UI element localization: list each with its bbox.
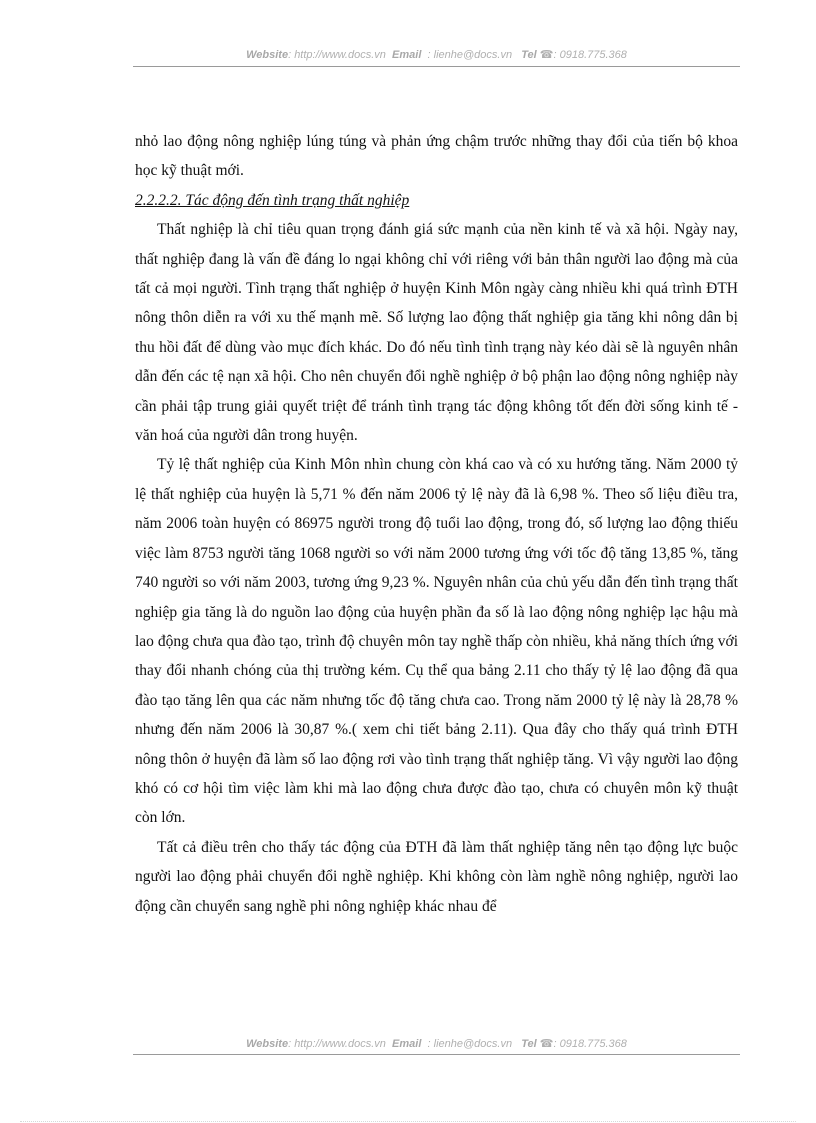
- footer-tel-value: : 0918.775.368: [553, 1038, 627, 1050]
- telephone-icon: ☎: [539, 1038, 554, 1050]
- footer-website-url[interactable]: : http://www.docs.vn: [288, 1038, 386, 1050]
- footer-tel-label: Tel: [521, 1038, 537, 1050]
- footer-divider: [133, 1054, 740, 1055]
- header-tel-value: : 0918.775.368: [553, 49, 627, 61]
- footer-email-value[interactable]: : lienhe@docs.vn: [427, 1038, 513, 1050]
- header-website-label: Website: [246, 49, 289, 61]
- paragraph-conclusion: Tất cả điều trên cho thấy tác động của ĐTH đã làm thất nghiệp tăng nên tạo động lực buộc người lao động phải chuyển đổi nghề nghiệp. Khi không còn làm nghề nông nghiệp, người lao động cần chuyển sang nghề phi nông nghiệp khác nhau để: [135, 838, 738, 915]
- paragraph-unemployment-statistics: Tỷ lệ thất nghiệp của Kinh Môn nhìn chung còn khá cao và có xu hướng tăng. Năm 2000 tỷ lệ thất nghiệp của huyện là 5,71 % đến năm 2006 tỷ lệ này đã là 6,98 %. Theo số liệu điều tra, năm 2006 toàn huyện có 86975 người trong độ tuổi lao động, trong đó, số lượng lao động thiếu việc làm 8753 người tăng 1068 người so với năm 2000 tương ứng với tốc độ tăng 13,85 %, tăng 740 người so với năm 2003, tương ứng 9,23 %. Nguyên nhân của chủ yếu dẫn đến tình trạng thất nghiệp gia tăng là do nguồn lao động của huyện phần đa số là lao động nông nghiệp lạc hậu mà lao động chưa qua đào tạo, trình độ chuyên môn tay nghề thấp còn nhiều, khả năng thích ứng với thay đổi nhanh chóng của thị trường kém. Cụ thể qua bảng 2.11 cho thấy tỷ lệ lao động đã qua đào tạo tăng lên qua các năm nhưng tốc độ tăng chưa cao. Trong năm 2000 tỷ lệ này là 28,78 % nhưng đến năm 2006 là 30,87 %.( xem chi tiết bảng 2.11). Qua đây cho thấy quá trình ĐTH nông thôn ở huyện đã làm số lao động rơi vào tình trạng thất nghiệp tăng. Vì vậy người lao động khó có cơ hội tìm việc làm khi mà lao động chưa được đào tạo, chưa có chuyên môn kỹ thuật còn lớn.: [135, 456, 738, 827]
- paragraph-continuation: nhỏ lao động nông nghiệp lúng túng và phản ứng chậm trước những thay đổi của tiến bộ khoa học kỹ thuật mới.: [135, 133, 738, 180]
- header-website-url[interactable]: : http://www.docs.vn: [288, 49, 386, 61]
- paragraph-unemployment-overview: Thất nghiệp là chỉ tiêu quan trọng đánh giá sức mạnh của nền kinh tế và xã hội. Ngày nay, thất nghiệp đang là vấn đề đáng lo ngại không chỉ với riêng với bản thân người lao động mà của tất cả mọi người. Tình trạng thất nghiệp ở huyện Kinh Môn ngày càng nhiều khi quá trình ĐTH nông thôn diễn ra với xu thế mạnh mẽ. Số lượng lao động thất nghiệp gia tăng khi nông dân bị thu hồi đất để dùng vào mục đích khác. Do đó nếu tình tình trạng này kéo dài sẽ là nguyên nhân dẫn đến các tệ nạn xã hội. Cho nên chuyển đổi nghề nghiệp ở bộ phận lao động nông nghiệp này cần phải tập trung giải quyết triệt để tránh tình trạng tác động không tốt đến đời sống kinh tế - văn hoá của người dân trong huyện.: [135, 221, 738, 445]
- telephone-icon: ☎: [539, 49, 554, 61]
- section-heading-text: 2.2.2.2. Tác động đến tình trạng thất nghiệp: [135, 191, 410, 209]
- header-email-value[interactable]: : lienhe@docs.vn: [427, 49, 513, 61]
- header-divider: [133, 66, 740, 67]
- footer-email-label: Email: [392, 1038, 422, 1050]
- document-body: [135, 127, 738, 921]
- section-heading: [135, 186, 738, 215]
- footer-website-label: Website: [246, 1038, 289, 1050]
- header-email-label: Email: [392, 49, 422, 61]
- page-footer: [133, 1037, 740, 1050]
- page-bottom-border: [20, 1121, 796, 1122]
- page-header: [133, 48, 740, 61]
- header-tel-label: Tel: [521, 49, 537, 61]
